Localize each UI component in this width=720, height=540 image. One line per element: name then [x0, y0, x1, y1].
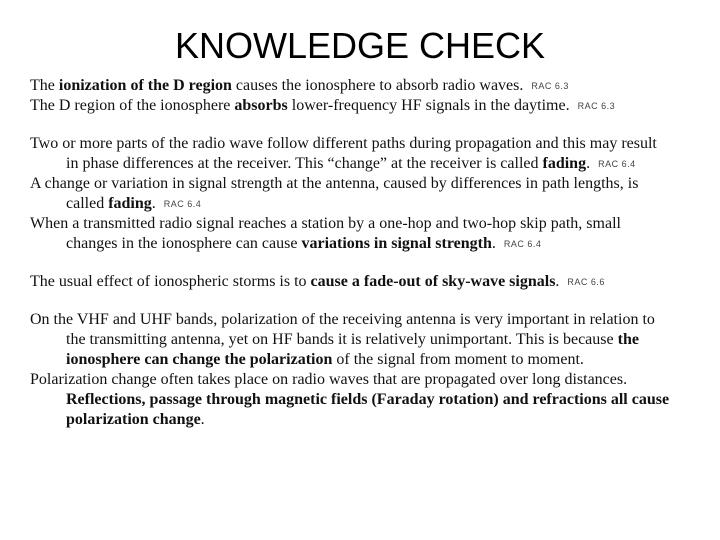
paragraph-text: The D region of the ionosphere — [30, 97, 235, 114]
answer-text: the ionosphere can change the polarization — [66, 331, 639, 368]
paragraph-text: Polarization change often takes place on radio waves that are propagated over long distances. — [30, 371, 628, 388]
paragraph-text: lower-frequency HF signals in the daytime. — [287, 97, 570, 114]
paragraph-text: On the VHF and UHF bands, polarization of the receiving antenna is very important in relation to the transmitting antenna, yet on HF bands it is relatively unimportant. This is because — [30, 311, 655, 348]
paragraph-path-length-fading — [30, 174, 670, 214]
paragraph-text: When a transmitted radio signal reaches a station by a one-hop and two-hop skip path, small changes in the ionosphere can cause — [30, 215, 621, 252]
answer-text: variations in signal strength — [301, 235, 492, 252]
paragraph-d-region-absorbs — [30, 96, 670, 116]
knowledge-check-body — [30, 76, 670, 430]
paragraph-text: of the signal from moment to moment. — [332, 351, 584, 368]
answer-text: ionization of the D region — [58, 77, 232, 94]
answer-text: fading — [542, 155, 587, 172]
paragraph-text: The — [30, 77, 59, 94]
paragraph-text: . — [151, 195, 156, 212]
paragraph-text: causes the ionosphere to absorb radio waves. — [231, 77, 524, 94]
paragraph-polarization-change — [30, 370, 670, 430]
paragraph-text: . — [200, 411, 205, 428]
paragraph-text: . — [491, 235, 496, 252]
paragraph-polarization-vhf-uhf — [30, 310, 670, 370]
paragraph-text: A change or variation in signal strength at the antenna, caused by differences in path lengths, is called — [30, 175, 639, 212]
paragraph-d-region-ionization — [30, 76, 670, 96]
paragraph-text: The usual effect of ionospheric storms is to — [30, 273, 311, 290]
paragraph-skip-path — [30, 214, 670, 254]
answer-text: fading — [108, 195, 152, 212]
rac-reference: RAC 6.4 — [163, 199, 202, 209]
paragraph-text: . — [555, 273, 560, 290]
paragraph-text: . — [586, 155, 591, 172]
rac-reference: RAC 6.4 — [503, 239, 542, 249]
paragraph-ionospheric-storms — [30, 272, 670, 292]
answer-text: cause a fade-out of sky-wave signals — [310, 273, 556, 290]
paragraph-phase-fading — [30, 134, 670, 174]
answer-text: Reflections, passage through magnetic fields (Faraday rotation) and refractions all cause polarization change — [66, 391, 670, 428]
page-title: KNOWLEDGE CHECK — [174, 25, 546, 66]
rac-reference: RAC 6.4 — [598, 159, 636, 169]
rac-reference: RAC 6.6 — [567, 277, 605, 287]
answer-text: absorbs — [234, 97, 288, 114]
rac-reference: RAC 6.3 — [531, 81, 569, 91]
rac-reference: RAC 6.3 — [577, 101, 616, 111]
paragraph-text: Two or more parts of the radio wave follow different paths during propagation and this may result in phase differences at the receiver. This “change” at the receiver is called — [30, 135, 657, 172]
